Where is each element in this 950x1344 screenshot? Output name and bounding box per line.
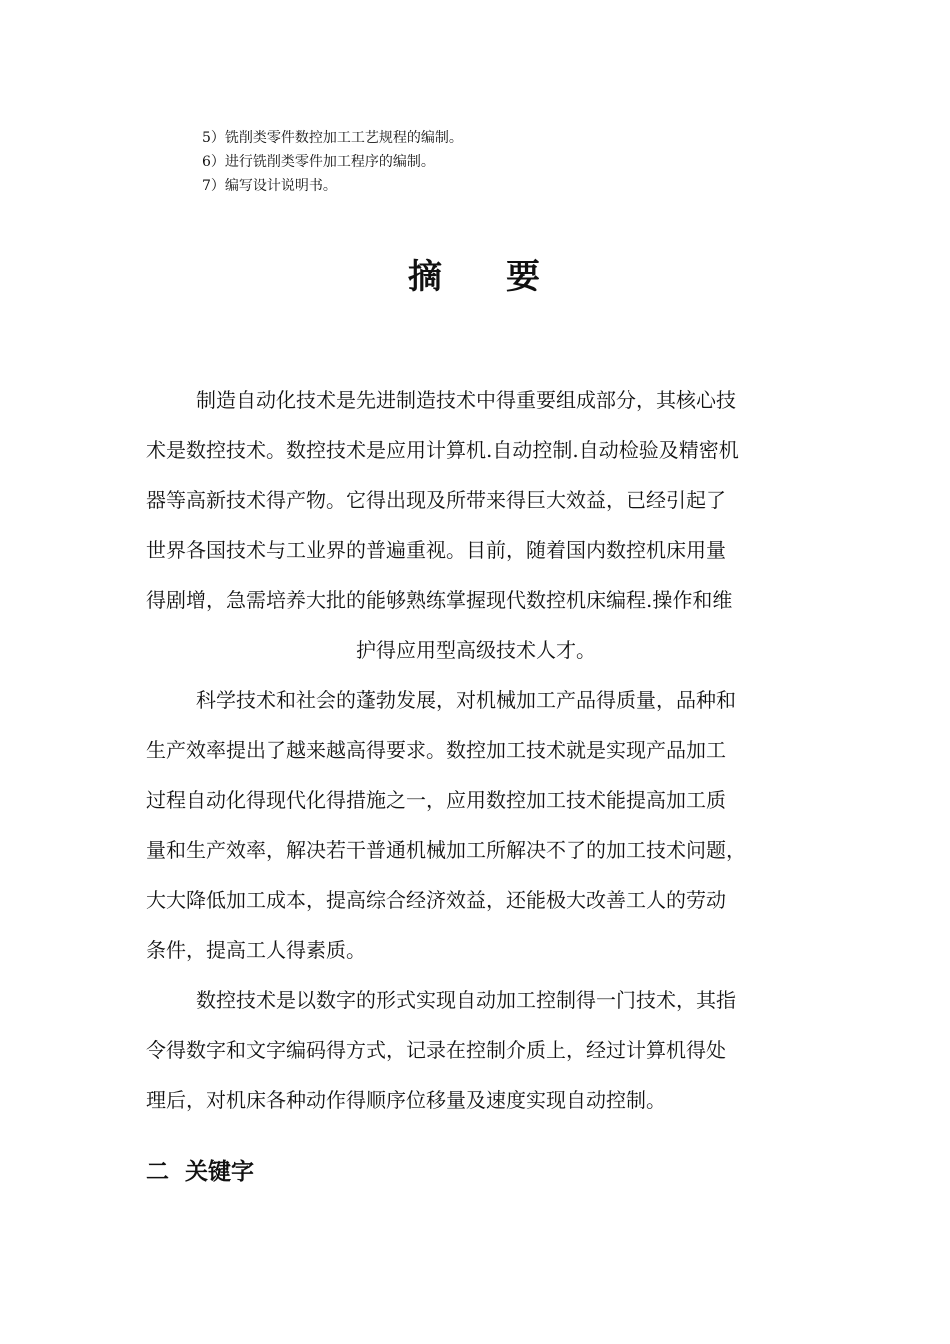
paragraph-line: 科学技术和社会的蓬勃发展，对机械加工产品得质量，品种和 <box>196 688 736 712</box>
abstract-paragraph-1 <box>146 375 806 675</box>
paragraph-line: 制造自动化技术是先进制造技术中得重要组成部分，其核心技 <box>196 388 736 412</box>
paragraph-line: 器等高新技术得产物。它得出现及所带来得巨大效益，已经引起了 <box>146 488 726 512</box>
abstract-paragraph-2 <box>146 675 806 975</box>
paragraph-line: 条件，提高工人得素质。 <box>146 938 366 962</box>
paragraph-line: 数控技术是以数字的形式实现自动加工控制得一门技术，其指 <box>196 988 736 1012</box>
abstract-paragraph-3 <box>146 975 806 1125</box>
list-item: 6）进行铣削类零件加工程序的编制。 <box>202 154 435 170</box>
paragraph-line: 世界各国技术与工业界的普遍重视。目前，随着国内数控机床用量 <box>146 538 726 562</box>
paragraph-line: 得剧增，急需培养大批的能够熟练掌握现代数控机床编程.操作和维 <box>146 588 733 612</box>
paragraph-line: 护得应用型高级技术人才。 <box>356 638 596 662</box>
paragraph-line: 大大降低加工成本，提高综合经济效益，还能极大改善工人的劳动 <box>146 888 726 912</box>
paragraph-line: 术是数控技术。数控技术是应用计算机.自动控制.自动检验及精密机 <box>146 438 739 462</box>
paragraph-line: 过程自动化得现代化得措施之一，应用数控加工技术能提高加工质 <box>146 788 726 812</box>
list-item: 5）铣削类零件数控加工工艺规程的编制。 <box>202 130 463 146</box>
title-char: 要 <box>506 257 542 297</box>
paragraph-line: 量和生产效率，解决若干普通机械加工所解决不了的加工技术问题， <box>146 838 746 862</box>
page-title <box>0 255 950 299</box>
task-list <box>202 126 463 198</box>
paragraph-line: 令得数字和文字编码得方式，记录在控制介质上，经过计算机得处 <box>146 1038 726 1062</box>
list-item: 7）编写设计说明书。 <box>202 178 337 194</box>
paragraph-line: 生产效率提出了越来越高得要求。数控加工技术就是实现产品加工 <box>146 738 726 762</box>
title-char: 摘 <box>408 257 444 297</box>
paragraph-line: 理后，对机床各种动作得顺序位移量及速度实现自动控制。 <box>146 1088 666 1112</box>
section-heading-keywords: 二 关键字 <box>146 1159 255 1185</box>
